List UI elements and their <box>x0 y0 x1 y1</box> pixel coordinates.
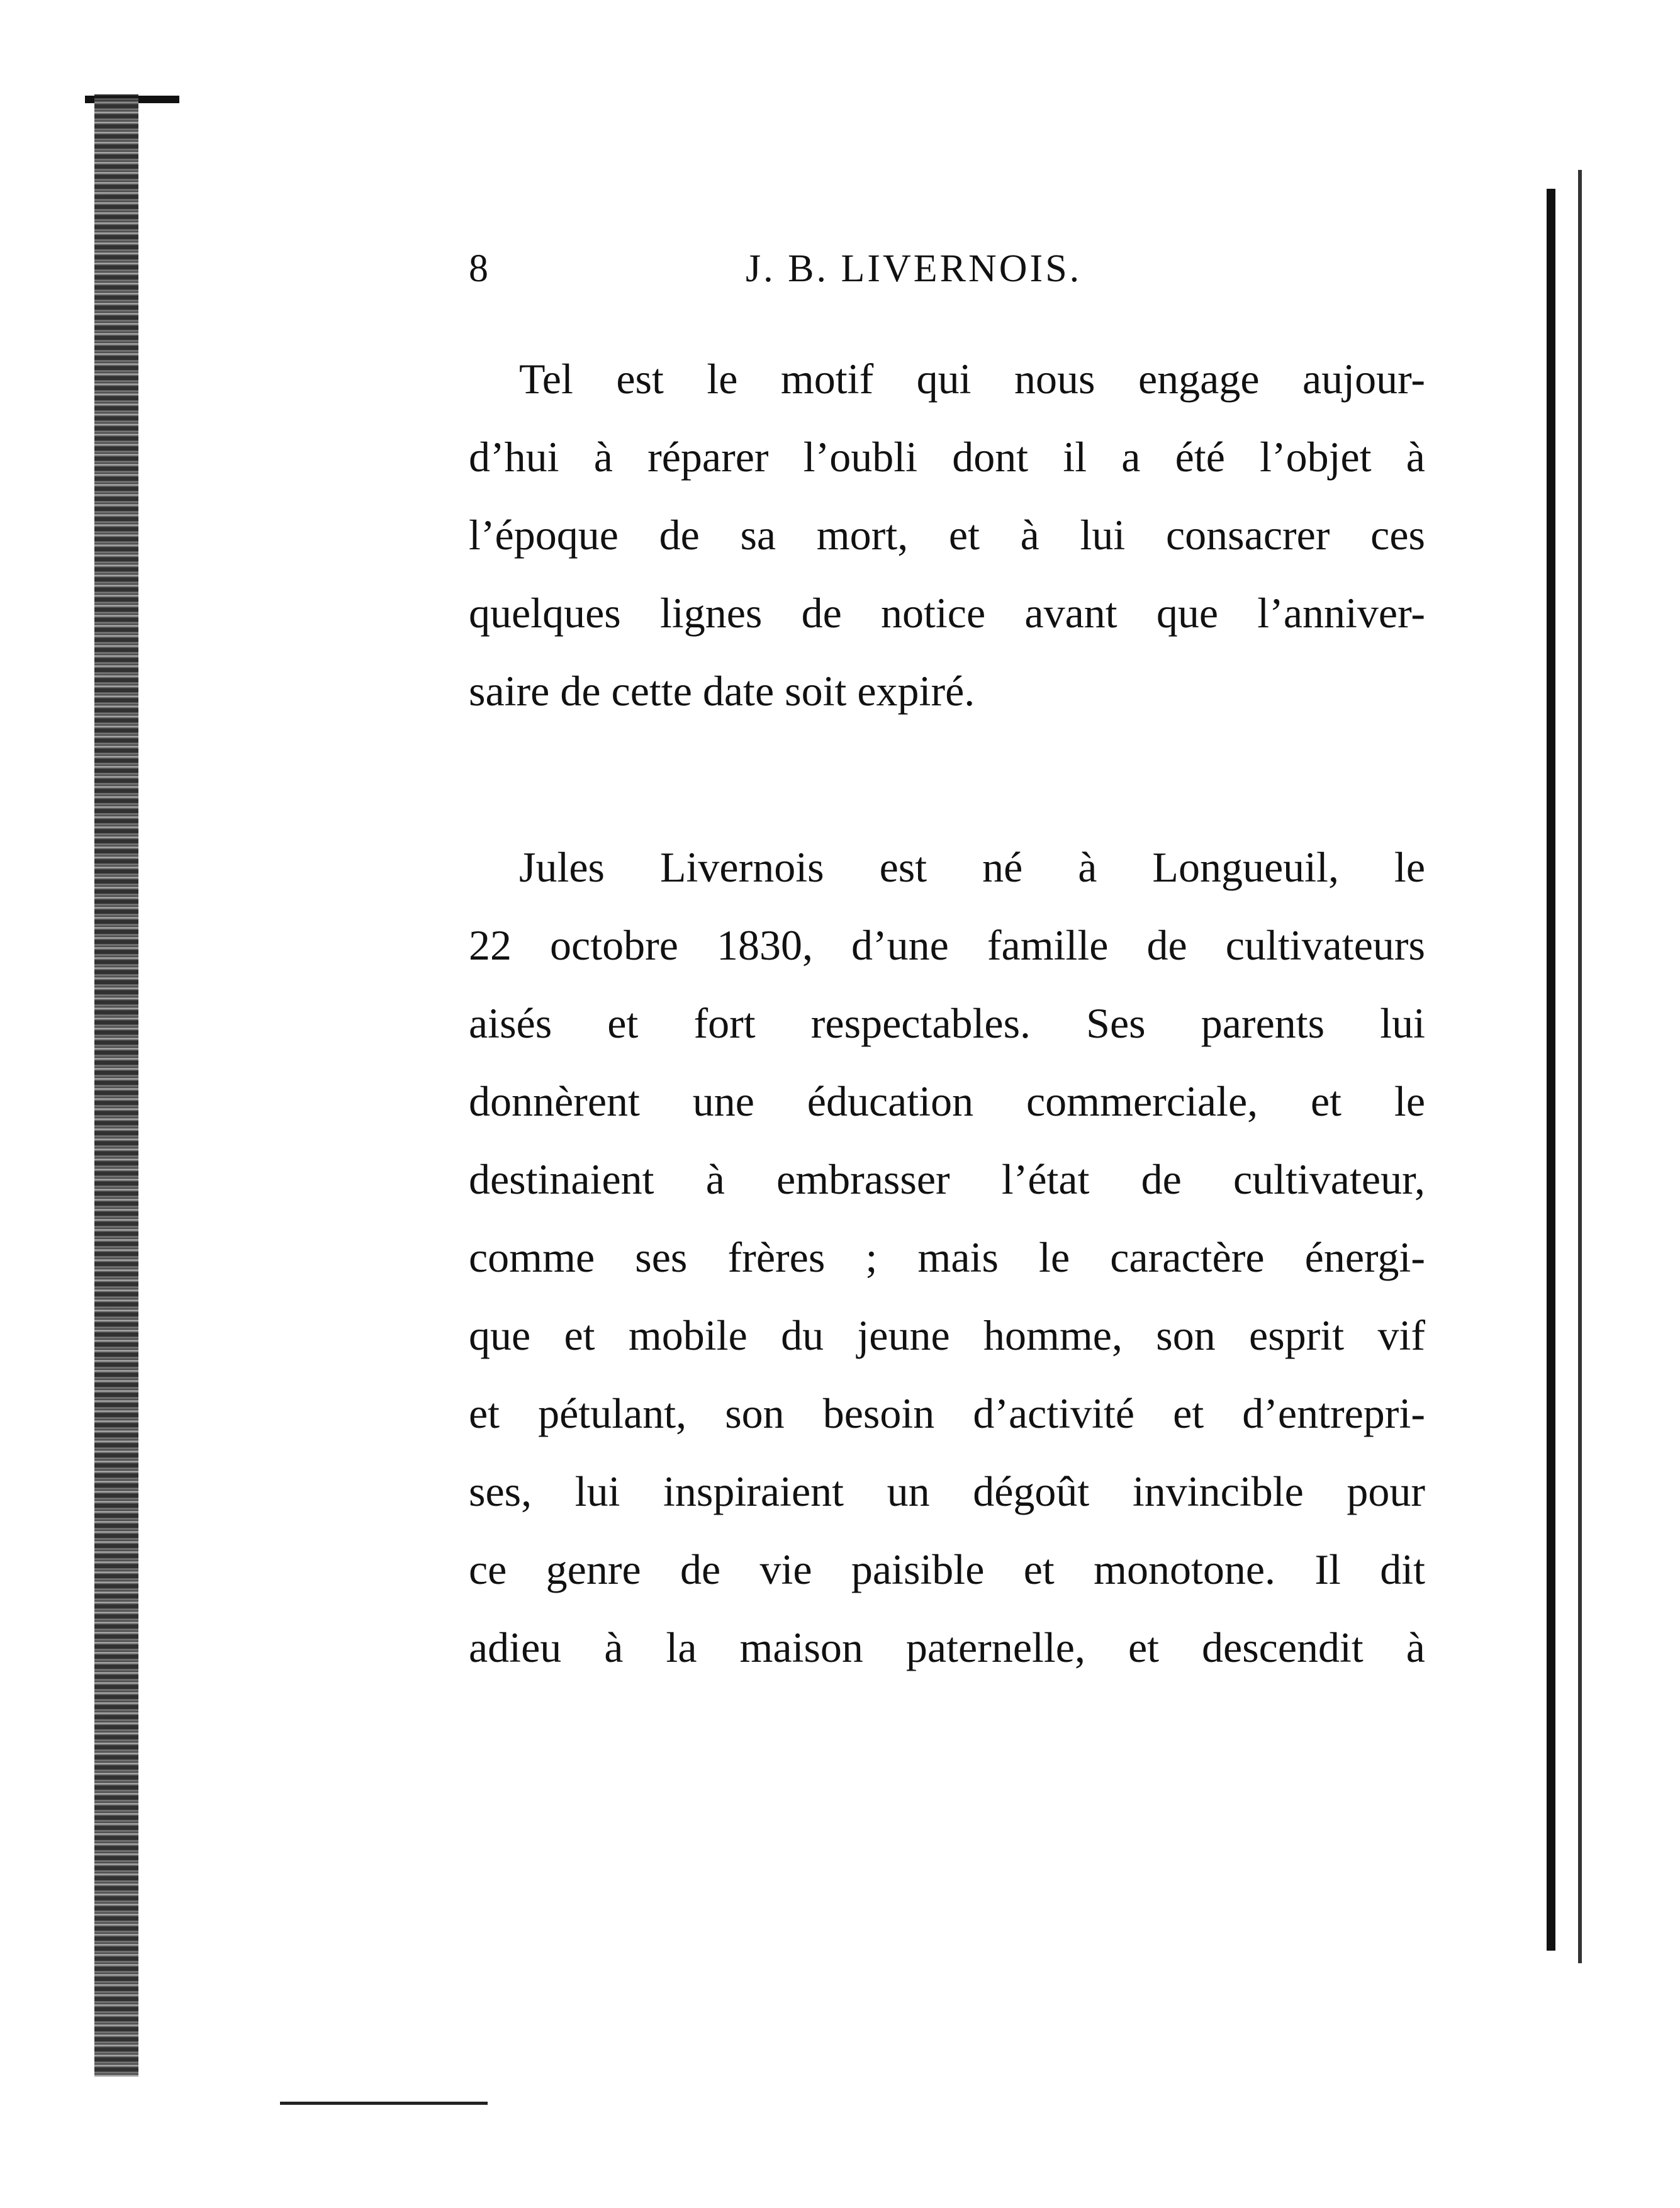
text-line: adieu à la maison paternelle, et descendit à <box>469 1623 1425 1671</box>
text-line: quelques lignes de notice avant que l’anniver- <box>469 589 1425 637</box>
text-line: comme ses frères ; mais le caractère énergi- <box>469 1233 1425 1281</box>
text-line: destinaient à embrasser l’état de cultivateur, <box>469 1155 1425 1203</box>
running-head <box>469 247 1425 297</box>
paragraph-2 <box>469 828 1425 1686</box>
paragraph-1 <box>469 340 1425 730</box>
text-line: ce genre de vie paisible et monotone. Il dit <box>469 1545 1425 1593</box>
text-line: l’époque de sa mort, et à lui consacrer ces <box>469 511 1425 559</box>
text-line: saire de cette date soit expiré. <box>469 667 975 715</box>
scan-edge-right-thin <box>1578 170 1582 1963</box>
running-title: J. B. LIVERNOIS. <box>746 247 1082 290</box>
scan-edge-left <box>94 94 138 2076</box>
page-number: 8 <box>469 247 490 290</box>
scan-edge-right <box>1547 189 1555 1951</box>
scan-bottom-mark <box>280 2102 488 2105</box>
text-line: que et mobile du jeune homme, son esprit vif <box>469 1311 1425 1359</box>
text-line: ses, lui inspiraient un dégoût invincible pour <box>469 1467 1425 1515</box>
text-line: Tel est le motif qui nous engage aujour- <box>519 355 1425 403</box>
text-line: 22 octobre 1830, d’une famille de cultivateurs <box>469 921 1425 969</box>
text-line: et pétulant, son besoin d’activité et d’entrepri- <box>469 1389 1425 1437</box>
text-line: aisés et fort respectables. Ses parents lui <box>469 999 1425 1047</box>
text-line: donnèrent une éducation commerciale, et le <box>469 1077 1425 1125</box>
text-line: d’hui à réparer l’oubli dont il a été l’objet à <box>469 433 1425 481</box>
text-line: Jules Livernois est né à Longueuil, le <box>519 843 1425 891</box>
